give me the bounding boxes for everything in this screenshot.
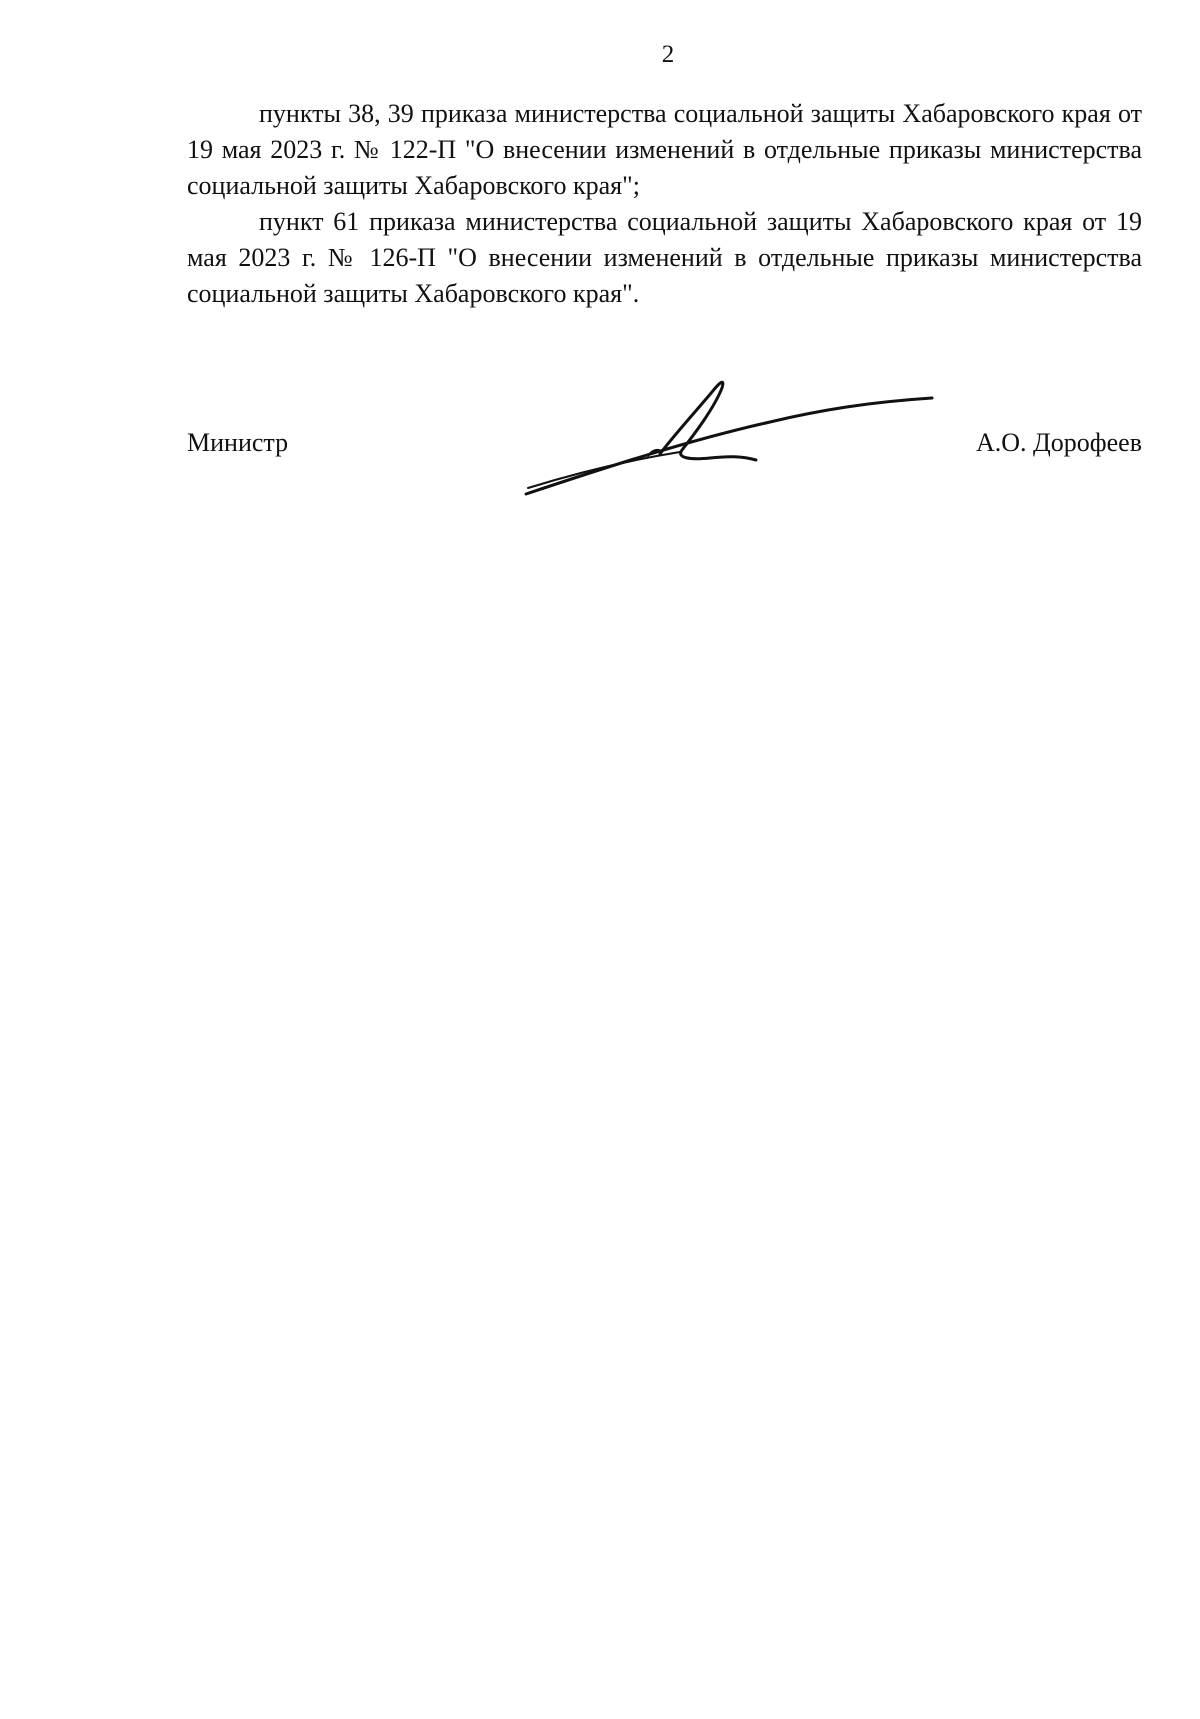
paragraph-item: пункт 61 приказа министерства социальной защиты Хабаровского края от 19 мая 2023 г. № 126-П "О внесении изменений в отдельные приказы министерства социальной защиты Хабаровского края".	[187, 207, 1142, 308]
document-body	[187, 96, 1142, 312]
paragraph-item: пункты 38, 39 приказа министерства социальной защиты Хабаровского края от 19 мая 2023 г. № 122-П "О внесении изменений в отдельные приказы министерства социальной защиты Хабаровского края";	[187, 99, 1142, 200]
page-number: 2	[661, 41, 675, 68]
signer-name: А.О. Дорофеев	[976, 428, 1142, 457]
signature-block	[187, 425, 1142, 465]
signer-position: Министр	[187, 428, 289, 457]
